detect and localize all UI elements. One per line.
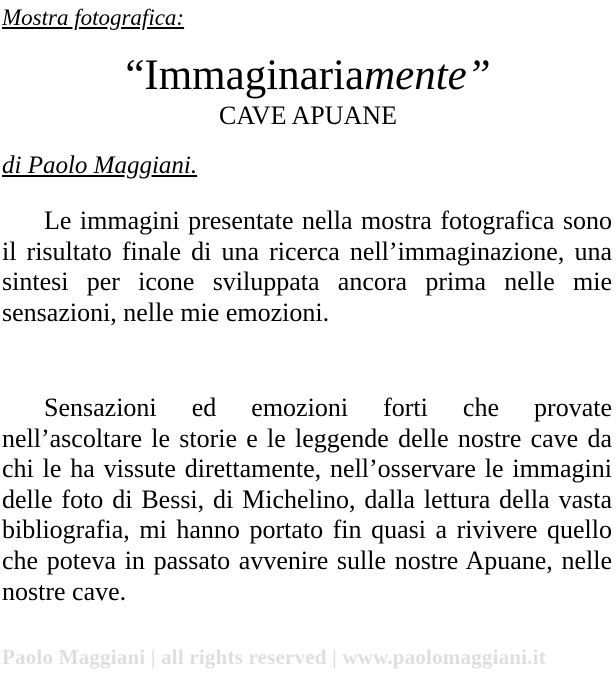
copyright-watermark: Paolo Maggiani | all rights reserved | www.paolomaggiani.it [2,645,546,669]
title-open-quote: “ [125,52,145,99]
title-italic: mente [364,52,467,99]
exhibition-kicker: Mostra fotografica: [2,5,185,30]
exhibition-subtitle: CAVE APUANE [219,101,397,130]
title-close-quote: ” [466,52,491,99]
exhibition-title [0,52,616,100]
body-paragraph-1: Le immagini presentate nella mostra fotografica sono il risultato finale di una ricerca nell’immaginazione, una sintesi per icone sviluppata ancora prima nelle mie sensazioni, nelle mie emozioni. [2,206,612,327]
body-paragraph-2: Sensazioni ed emozioni forti che provate nell’ascoltare le storie e le leggende delle nostre cave da chi le ha vissute direttamente, nell’osservare le immagini delle foto di Bessi, di Michelino, dalla lettura della vasta bibliografia, mi hanno portato fin quasi a rivivere quello che poteva in passato avvenire sulle nostre Apuane, nelle nostre cave. [2,393,612,606]
author-byline: di Paolo Maggiani. [2,152,198,179]
title-main: Immaginaria [144,52,365,99]
